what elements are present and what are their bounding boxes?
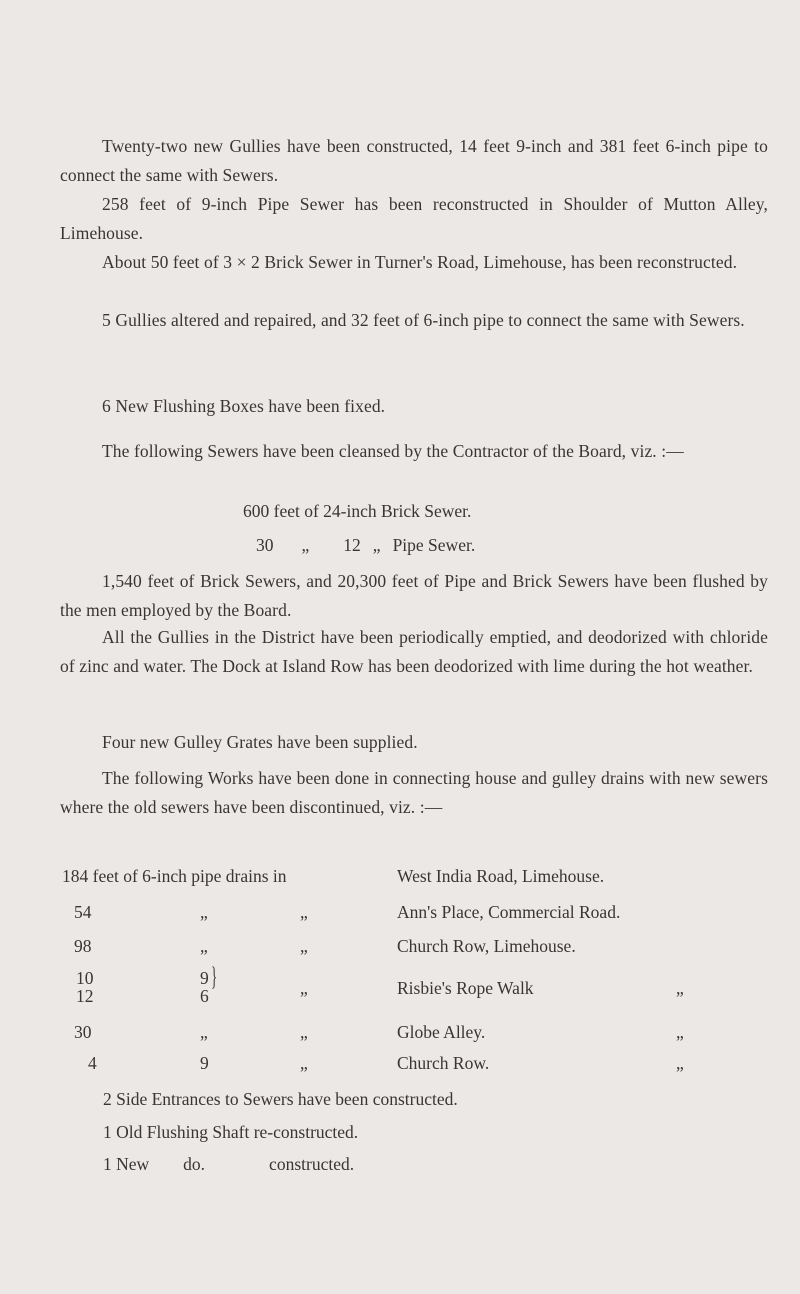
closing-line-3: 1 New do. constructed.: [103, 1154, 355, 1174]
document-page: Twenty-two new Gullies have been constructed, 14 feet 9-inch and 381 feet 6-inch pipe to connect the same with Sewers. 258 feet of 9-inch Pipe Sewer has been reconstructed in Shoulder of Mutton Alley, Limehouse. About 50 feet of 3 × 2 Brick Sewer in Turner's Road, Limehouse, has been reconstructed. 5 Gullies altered and repaired, and 32 feet of 6-inch pipe to connect the same with Sewers. 6 New Flushing Boxes have been fixed. The following Sewers have been cleansed by the Contractor of the Board, viz. :— 600 feet of 24-inch Brick Sewer. 30 „ 12 „ Pipe Sewer. 1,540 feet of Brick Sewers, and 20,300 feet of Pipe and Brick Sewers have been flushed by the men employed by the Board. All the Gullies in the District have been periodically emptied, and deodorized with chloride of zinc and water. The Dock at Island Row has been deodorized with lime during the hot weather. Four new Gulley Grates have been supplied. The following Works have been done in connecting house and gulley drains with new sewers where the old sewers have been discontinued, viz. :— 184 feet of 6-inch pipe drains in West India Road, Limehouse. 54 „ „ Ann's Place, Commercial Road. 98 „ „ Church Row, Limehouse. 10 9 12 6 } „ Risbie's Rope Walk „ 30 „ „ Globe Alley. „ 4 9 „ Church Row. „ 2 Side Entrances to Sewers have been constructed. 1 Old Flushing Shaft re-constructed. 1 New do. constructed.: [0, 0, 800, 1294]
brace-icon: }: [211, 962, 218, 991]
cleansed-line-1: 600 feet of 24-inch Brick Sewer.: [243, 501, 472, 521]
paragraph-works-done: The following Works have been done in connecting house and gulley drains with new sewers where the old sewers have been discontinued, viz. :—: [60, 768, 768, 817]
paragraph-gullies-deodorized: All the Gullies in the District have been periodically emptied, and deodorized with chloride of zinc and water. The Dock at Island Row has been deodorized with lime during the hot weather.: [60, 627, 768, 676]
paragraph-gullies-constructed: Twenty-two new Gullies have been constructed, 14 feet 9-inch and 381 feet 6-inch pipe to connect the same with Sewers.: [60, 136, 768, 185]
paragraph-gulley-grates: Four new Gulley Grates have been supplied.: [102, 732, 418, 752]
paragraph-sewers-flushed: 1,540 feet of Brick Sewers, and 20,300 feet of Pipe and Brick Sewers have been flushed by the men employed by the Board.: [60, 571, 768, 620]
cleansed-line-2: 30 „ 12 „ Pipe Sewer.: [256, 535, 476, 555]
paragraph-flushing-boxes: 6 New Flushing Boxes have been fixed.: [102, 396, 386, 416]
paragraph-sewers-cleansed: The following Sewers have been cleansed by the Contractor of the Board, viz. :—: [102, 441, 684, 461]
closing-line-2: 1 Old Flushing Shaft re-constructed.: [103, 1122, 359, 1142]
paragraph-gullies-altered: 5 Gullies altered and repaired, and 32 feet of 6-inch pipe to connect the same with Sewers.: [102, 310, 745, 330]
paragraph-pipe-sewer-reconstructed: 258 feet of 9-inch Pipe Sewer has been reconstructed in Shoulder of Mutton Alley, Limehouse.: [60, 194, 768, 243]
drains-header-left: 184 feet of 6-inch pipe drains in: [62, 866, 287, 886]
closing-line-1: 2 Side Entrances to Sewers have been constructed.: [103, 1089, 458, 1109]
drains-header-right: West India Road, Limehouse.: [397, 866, 605, 886]
paragraph-brick-sewer: About 50 feet of 3 × 2 Brick Sewer in Turner's Road, Limehouse, has been reconstructed.: [102, 252, 738, 272]
